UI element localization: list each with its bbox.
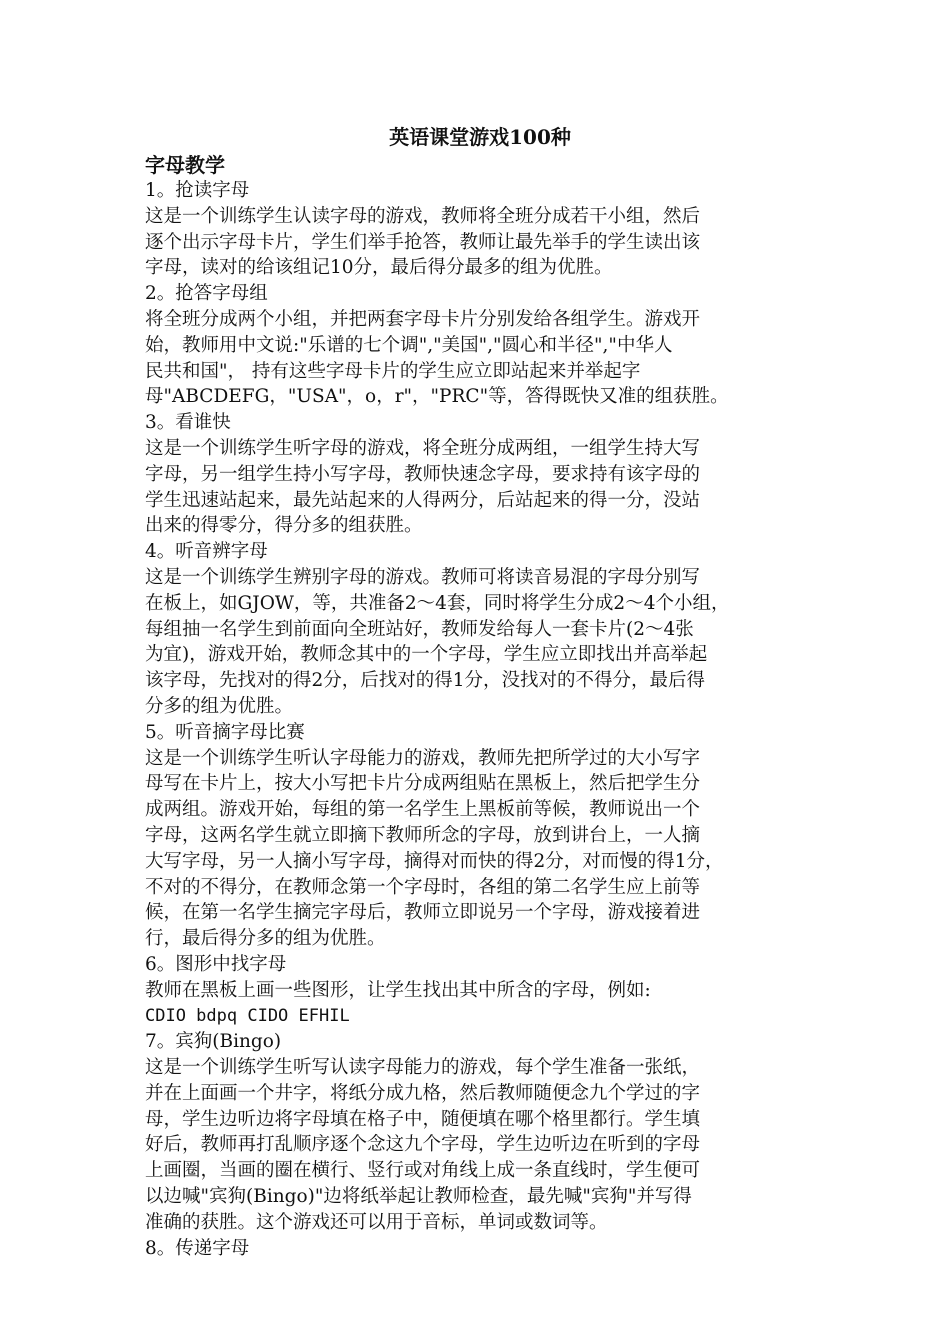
item-body-line: 该字母，先找对的得2分，后找对的得1分，没找对的不得分，最后得	[145, 670, 706, 692]
item-body-line: 民共和国"， 持有这些字母卡片的学生应立即站起来并举起字	[145, 360, 641, 382]
item-body-line: 母，学生边听边将字母填在格子中，随便填在哪个格里都行。学生填	[145, 1108, 701, 1130]
section-heading: 字母教学	[145, 153, 225, 177]
item-body-line: 将全班分成两个小组，并把两套字母卡片分别发给各组学生。游戏开	[145, 308, 701, 330]
item-heading: 8。传递字母	[145, 1237, 250, 1259]
item-body-line: 出来的得零分，得分多的组获胜。	[145, 515, 423, 537]
item-heading: 7。宾狗(Bingo)	[145, 1031, 282, 1053]
item-body-line: 始，教师用中文说:"乐谱的七个调","美国","圆心和半径","中华人	[145, 334, 673, 356]
item-body-line: 这是一个训练学生听认字母能力的游戏，教师先把所学过的大小写字	[145, 747, 701, 769]
item-body-line: 并在上面画一个井字，将纸分成九格，然后教师随便念九个学过的字	[145, 1082, 701, 1104]
item-heading: 1。抢读字母	[145, 180, 250, 201]
item-body-line: 字母，另一组学生持小写字母，教师快速念字母，要求持有该字母的	[145, 463, 701, 485]
item-body-line: 准确的获胜。这个游戏还可以用于音标，单词或数词等。	[145, 1211, 608, 1233]
item-heading: 6。图形中找字母	[145, 953, 287, 975]
item-heading: 2。抢答字母组	[145, 283, 268, 305]
item-body-line: 以边喊"宾狗(Bingo)"边将纸举起让教师检查，最先喊"宾狗"并写得	[145, 1186, 692, 1208]
item-body-line: 这是一个训练学生辨别字母的游戏。教师可将读音易混的字母分别写	[145, 566, 701, 588]
item-heading: 5。听音摘字母比赛	[145, 721, 305, 743]
item-heading: 3。看谁快	[145, 412, 231, 434]
item-body-line: 字母，读对的给该组记10分，最后得分最多的组为优胜。	[145, 257, 613, 279]
item-body-line: 上画圈，当画的圈在横行、竖行或对角线上成一条直线时，学生便可	[145, 1160, 701, 1182]
item-body-line: 每组抽一名学生到前面向全班站好，教师发给每人一套卡片(2～4张	[145, 618, 694, 640]
item-body-line: 在板上，如GJOW，等，共准备2～4套，同时将学生分成2～4个小组，	[145, 592, 730, 614]
item-body-line: 分多的组为优胜。	[145, 695, 294, 717]
item-body-line: 为宜)，游戏开始，教师念其中的一个字母，学生应立即找出并高举起	[145, 644, 708, 666]
item-body-line: 字母，这两名学生就立即摘下教师所念的字母，放到讲台上，一人摘	[145, 824, 701, 846]
item-body-line: 母"ABCDEFG，"USA"，o，r"，"PRC"等，答得既快又准的组获胜。	[145, 386, 729, 408]
item-body-line: 这是一个训练学生听字母的游戏，将全班分成两组，一组学生持大写	[145, 437, 701, 459]
item-body-line: 母写在卡片上，按大小写把卡片分成两组贴在黑板上，然后把学生分	[145, 773, 701, 795]
item-body-line: 大写字母，另一人摘小写字母，摘得对而快的得2分，对而慢的得1分，	[145, 850, 724, 872]
item-heading: 4。听音辨字母	[145, 541, 268, 563]
item-body-line: 候，在第一名学生摘完字母后，教师立即说另一个字母，游戏接着进	[145, 902, 701, 924]
item-body-line: 好后，教师再打乱顺序逐个念这九个字母，学生边听边在听到的字母	[145, 1134, 701, 1156]
item-body-line: CDIO bdpq CIDO EFHIL	[145, 1005, 350, 1026]
item-body-line: 行，最后得分多的组为优胜。	[145, 928, 386, 950]
document-title: 英语课堂游戏100种	[389, 125, 571, 149]
item-body-line: 逐个出示字母卡片，学生们举手抢答，教师让最先举手的学生读出该	[145, 231, 701, 253]
item-body-line: 这是一个训练学生认读字母的游戏，教师将全班分成若干小组，然后	[145, 205, 701, 227]
item-body-line: 学生迅速站起来，最先站起来的人得两分，后站起来的得一分，没站	[145, 489, 701, 511]
item-body-line: 不对的不得分，在教师念第一个字母时，各组的第二名学生应上前等	[145, 876, 701, 898]
document-page	[145, 122, 815, 1261]
item-body-line: 这是一个训练学生听写认读字母能力的游戏，每个学生准备一张纸，	[145, 1057, 701, 1079]
item-body-line: 成两组。游戏开始，每组的第一名学生上黑板前等候，教师说出一个	[145, 799, 701, 821]
item-body-line: 教师在黑板上画一些图形，让学生找出其中所含的字母，例如:	[145, 979, 651, 1001]
item-list	[145, 178, 815, 1261]
